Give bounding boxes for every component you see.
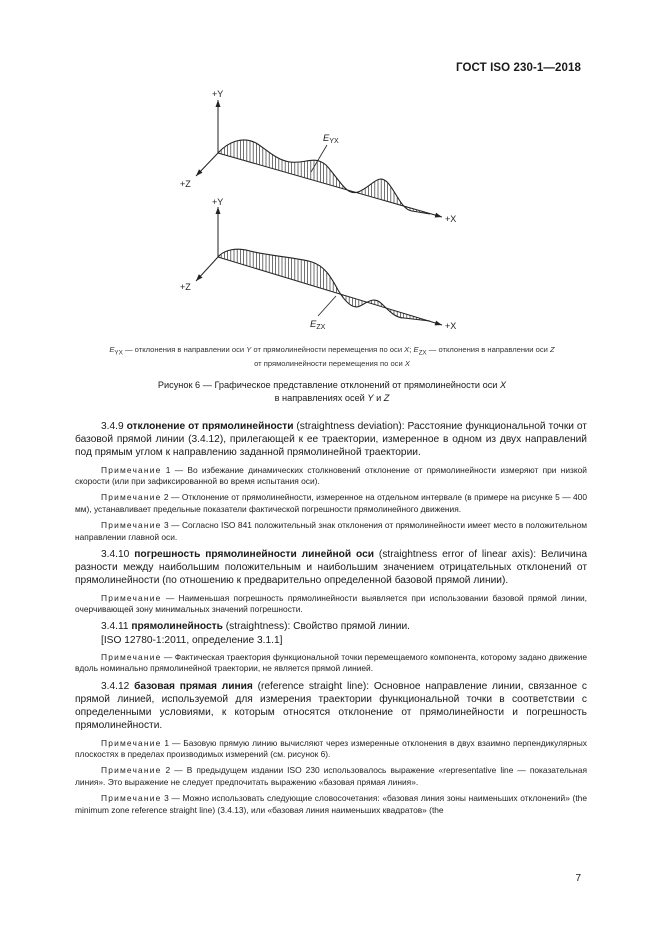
top-z-axis [196,153,218,176]
bottom-z-axis [196,257,218,281]
term-3-4-11: 3.4.11 прямолинейность (straightness): Свойство прямой линии. [101,621,410,633]
top-hatching [221,140,423,213]
top-deviation-label: $E_{YX}$ [323,133,339,145]
figure-6 [0,0,661,340]
straightness-diagram [0,0,661,340]
note-3-4-9-3: Примечание 3 — Согласно ISO 841 положительный знак отклонения от прямолинейности имеет место в положительном направлении главной оси. [75,520,587,542]
bottom-z-label: +Z [180,282,191,292]
top-leader-line [311,145,327,172]
bottom-leader-line [318,296,336,316]
note-3-4-12-3: Примечание 3 — Можно использовать следующие словосочетания: «базовая линия зоны наименьших отклонений» (the minimum zone reference straight line) (3.4.13), или «базовая линия наименьших квадратов» (the [75,793,587,815]
bottom-y-label: +Y [212,197,224,207]
term-3-4-11-ref: [ISO 12780-1:2011, определение 3.1.1] [101,634,283,646]
note-3-4-12-1: Примечание 1 — Базовую прямую линию вычисляют через измеренные отклонения в двух взаимно перпендикулярных плоскостях в пределах производимых измерений (см. рисунок 6). [75,737,587,759]
note-3-4-10: Примечание — Наименьшая погрешность прямолинейности выявляется при использовании базовой прямой линии, очерчивающей зону минимальных значений погрешности. [75,592,587,615]
top-y-label: +Y [212,89,224,99]
bottom-deviation-label: $E_{ZX}$ [310,319,326,331]
term-3-4-10: 3.4.10 погрешность прямолинейности линейной оси (straightness error of linear axis): Величина разности между наибольшим положительным и наибольшим значением отрицательных отклонений от прямолинейности (по отношению к предварительно определенной базовой прямой линии). [75,549,587,587]
bottom-x-label: +X [445,321,457,331]
figure-caption: Рисунок 6 — Графическое представление отклонений от прямолинейности оси X в направлениях осей Y и Z [157,380,507,403]
term-3-4-12: 3.4.12 базовая прямая линия (reference straight line): Основное направление линии, связанное с прямой линией, используемой для измерения траектории функциональной точки в соответствии с определенными условиями, к которым относятся отклонение от прямолинейности и погрешность прямолинейности. [75,680,587,732]
bottom-diagram [196,207,442,325]
note-3-4-9-2: Примечание 2 — Отклонение от прямолинейности, измеренное на отдельном интервале (в примере на рисунке 5 — 400 мм), устанавливает предельные показатели фактической погрешности прямолинейного движения. [75,492,587,514]
standard-header: ГОСТ ISO 230-1—2018 [456,62,581,74]
page-number: 7 [575,873,581,884]
top-z-label: +Z [180,179,191,189]
term-3-4-9: 3.4.9 отклонение от прямолинейности (straightness deviation): Расстояние функциональной точки от базовой прямой линии (3.4.12), прилегающей к ее траектории, измеренное в одном из двух направлений под прямым углом к направлению заданной прямолинейной траектории. [75,421,587,459]
note-3-4-9-1: Примечание 1 — Во избежание динамических столкновений отклонение от прямолинейности измеряют при низкой скорости (или при зафиксированной во время испытания оси). [75,464,587,487]
terms-text [75,420,587,821]
figure-legend: $E_{YX}$ — отклонения в направлении оси Y от прямолинейности перемещения по оси X; $E_{ZX}$ — отклонения в направлении оси Z от прямолинейности перемещения по оси X [109,345,555,369]
top-x-label: +X [445,214,457,224]
note-3-4-11: Примечание — Фактическая траектория функциональной точки перемещаемого компонента, которому задано движение вдоль номинально прямолинейной траектории, не является прямой линией. [75,651,587,674]
note-3-4-12-2: Примечание 2 — В предыдущем издании ISO 230 использовалось выражение «representative line — показательная линия». Это выражение не следует предпочитать выражению «базовая прямая линия». [75,765,587,787]
